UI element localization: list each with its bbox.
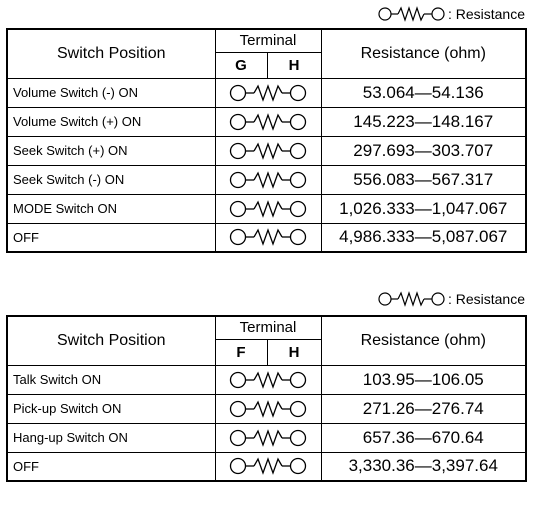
terminal-connection-cell — [215, 394, 321, 423]
switch-position-cell: Volume Switch (-) ON — [7, 78, 215, 107]
switch-position-cell: OFF — [7, 452, 215, 481]
terminal-connection-cell — [215, 107, 321, 136]
table-row — [7, 78, 526, 107]
header-terminal: Terminal — [215, 316, 321, 339]
terminal-connection-cell — [215, 165, 321, 194]
resistor-connection-icon — [229, 169, 307, 191]
switch-position-cell: Talk Switch ON — [7, 365, 215, 394]
resistance-cell: 103.95—106.05 — [321, 365, 526, 394]
header-terminal-f: F — [215, 339, 267, 365]
resistance-cell: 145.223—148.167 — [321, 107, 526, 136]
header-terminal: Terminal — [215, 29, 321, 52]
header-resistance: Resistance (ohm) — [321, 29, 526, 78]
table-row — [7, 107, 526, 136]
resistor-connection-icon — [229, 427, 307, 449]
switch-position-cell: Hang-up Switch ON — [7, 423, 215, 452]
legend-label: : Resistance — [447, 291, 525, 307]
resistance-legend-2 — [378, 291, 525, 307]
resistance-legend — [378, 6, 525, 22]
legend-label: : Resistance — [447, 6, 525, 22]
resistance-cell: 297.693—303.707 — [321, 136, 526, 165]
terminal-connection-cell — [215, 365, 321, 394]
header-terminal-g: G — [215, 52, 267, 78]
resistor-symbol-icon — [378, 6, 446, 22]
resistor-connection-icon — [229, 111, 307, 133]
terminal-connection-cell — [215, 194, 321, 223]
table-row — [7, 423, 526, 452]
terminal-connection-cell — [215, 223, 321, 252]
switch-position-cell: Pick-up Switch ON — [7, 394, 215, 423]
resistance-cell: 657.36—670.64 — [321, 423, 526, 452]
switch-position-cell: OFF — [7, 223, 215, 252]
terminal-connection-cell — [215, 136, 321, 165]
header-switch-position: Switch Position — [7, 316, 215, 365]
resistance-cell: 4,986.333—5,087.067 — [321, 223, 526, 252]
switch-position-cell: Volume Switch (+) ON — [7, 107, 215, 136]
resistor-connection-icon — [229, 140, 307, 162]
header-switch-position: Switch Position — [7, 29, 215, 78]
table-row — [7, 452, 526, 481]
resistance-cell: 53.064—54.136 — [321, 78, 526, 107]
resistance-cell: 556.083—567.317 — [321, 165, 526, 194]
header-terminal-h: H — [267, 52, 321, 78]
table-row — [7, 165, 526, 194]
table-row — [7, 223, 526, 252]
table-row — [7, 136, 526, 165]
resistor-connection-icon — [229, 455, 307, 477]
switch-position-cell: Seek Switch (-) ON — [7, 165, 215, 194]
resistor-connection-icon — [229, 369, 307, 391]
switch-resistance-table-2 — [6, 315, 527, 482]
table-row — [7, 365, 526, 394]
header-resistance: Resistance (ohm) — [321, 316, 526, 365]
resistor-symbol-icon — [378, 291, 446, 307]
switch-resistance-table-1 — [6, 28, 527, 253]
resistance-cell: 271.26—276.74 — [321, 394, 526, 423]
resistor-connection-icon — [229, 198, 307, 220]
resistance-cell: 3,330.36—3,397.64 — [321, 452, 526, 481]
switch-position-cell: Seek Switch (+) ON — [7, 136, 215, 165]
terminal-connection-cell — [215, 452, 321, 481]
resistor-connection-icon — [229, 226, 307, 248]
table-row — [7, 394, 526, 423]
resistor-connection-icon — [229, 398, 307, 420]
terminal-connection-cell — [215, 423, 321, 452]
switch-position-cell: MODE Switch ON — [7, 194, 215, 223]
terminal-connection-cell — [215, 78, 321, 107]
table-row — [7, 194, 526, 223]
resistor-connection-icon — [229, 82, 307, 104]
resistance-cell: 1,026.333—1,047.067 — [321, 194, 526, 223]
header-terminal-h: H — [267, 339, 321, 365]
